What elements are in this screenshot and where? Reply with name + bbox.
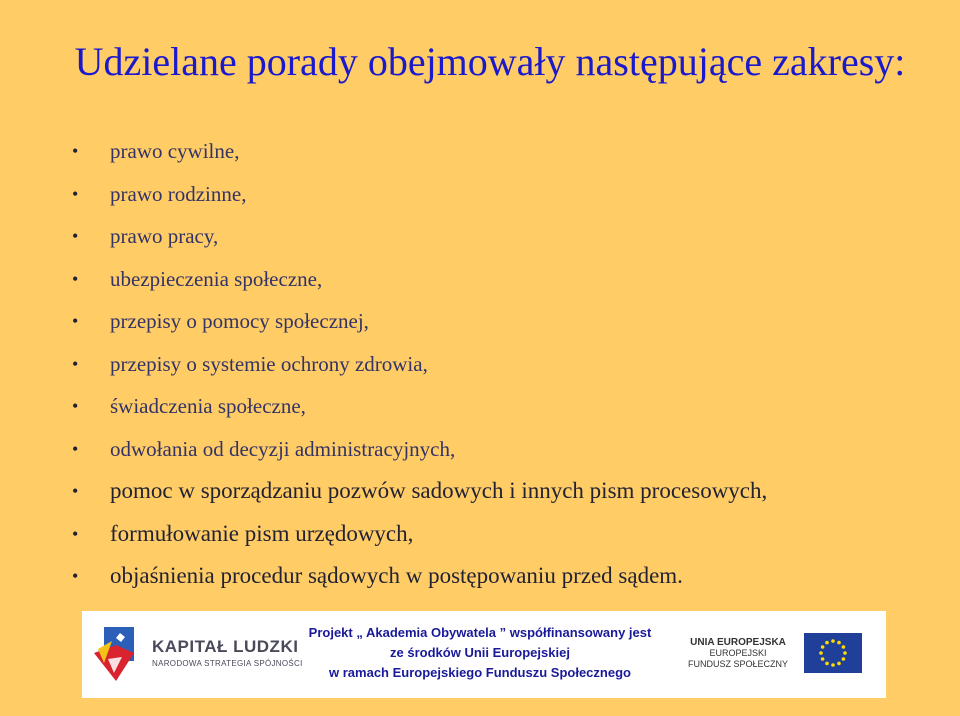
bullet-icon: • xyxy=(72,438,79,459)
bullet-icon: • xyxy=(72,523,79,544)
eu-line-3: FUNDUSZ SPOŁECZNY xyxy=(688,659,789,669)
project-line-3: w ramach Europejskiego Funduszu Społecznego xyxy=(329,665,631,680)
project-info xyxy=(300,623,660,683)
list-item-text: ubezpieczenia społeczne, xyxy=(110,266,323,291)
slide-title: Udzielane porady obejmowały następujące zakresy: xyxy=(74,39,906,84)
list-item-text: przepisy o systemie ochrony zdrowia, xyxy=(110,351,428,376)
list-item-text: prawo cywilne, xyxy=(110,139,240,163)
list-item-text: przepisy o pomocy społecznej, xyxy=(110,309,369,333)
list-item-text: formułowanie pism urzędowych, xyxy=(110,520,414,546)
list-item xyxy=(72,385,767,428)
list-item xyxy=(72,173,767,216)
list-item-text: odwołania od decyzji administracyjnych, xyxy=(110,436,456,461)
list-item xyxy=(72,513,767,556)
list-item-text: objaśnienia procedur sądowych w postępowaniu przed sądem. xyxy=(110,563,683,588)
bullet-icon: • xyxy=(72,396,79,416)
list-item-text: prawo pracy, xyxy=(110,224,219,248)
kapital-ludzki-name: KAPITAŁ LUDZKI xyxy=(152,637,299,656)
list-item xyxy=(72,130,767,173)
eu-line-1: UNIA EUROPEJSKA xyxy=(690,637,786,648)
bullet-icon: • xyxy=(72,183,79,204)
list-item xyxy=(72,343,767,386)
list-item xyxy=(72,215,767,258)
list-item-text: pomoc w sporządzaniu pozwów sadowych i innych pism procesowych, xyxy=(110,478,768,503)
list-item xyxy=(72,428,767,471)
bullet-icon: • xyxy=(72,353,79,374)
project-line-2: ze środków Unii Europejskiej xyxy=(390,645,570,660)
project-line-1: Projekt „ Akademia Obywatela ” współfinansowany jest xyxy=(308,625,652,640)
kapital-ludzki-subtitle: NARODOWA STRATEGIA SPÓJNOŚCI xyxy=(152,659,303,668)
list-item xyxy=(72,258,767,301)
list-item xyxy=(72,470,767,513)
kapital-ludzki-wordmark xyxy=(152,637,303,668)
bullet-icon: • xyxy=(72,311,79,331)
bullet-list xyxy=(72,130,767,598)
kapital-ludzki-logo-icon xyxy=(94,623,138,683)
list-item-text: świadczenia społeczne, xyxy=(110,394,306,418)
eu-line-2: EUROPEJSKI xyxy=(709,648,767,658)
bullet-icon: • xyxy=(72,566,79,586)
eu-flag-icon xyxy=(804,633,862,673)
list-item xyxy=(72,555,767,598)
list-item-text: prawo rodzinne, xyxy=(110,181,247,206)
footer-banner xyxy=(82,611,886,698)
bullet-icon: • xyxy=(72,481,79,501)
eu-fund-text xyxy=(688,637,788,670)
bullet-icon: • xyxy=(72,268,79,289)
bullet-icon: • xyxy=(72,226,79,246)
bullet-icon: • xyxy=(72,141,79,161)
list-item xyxy=(72,300,767,343)
